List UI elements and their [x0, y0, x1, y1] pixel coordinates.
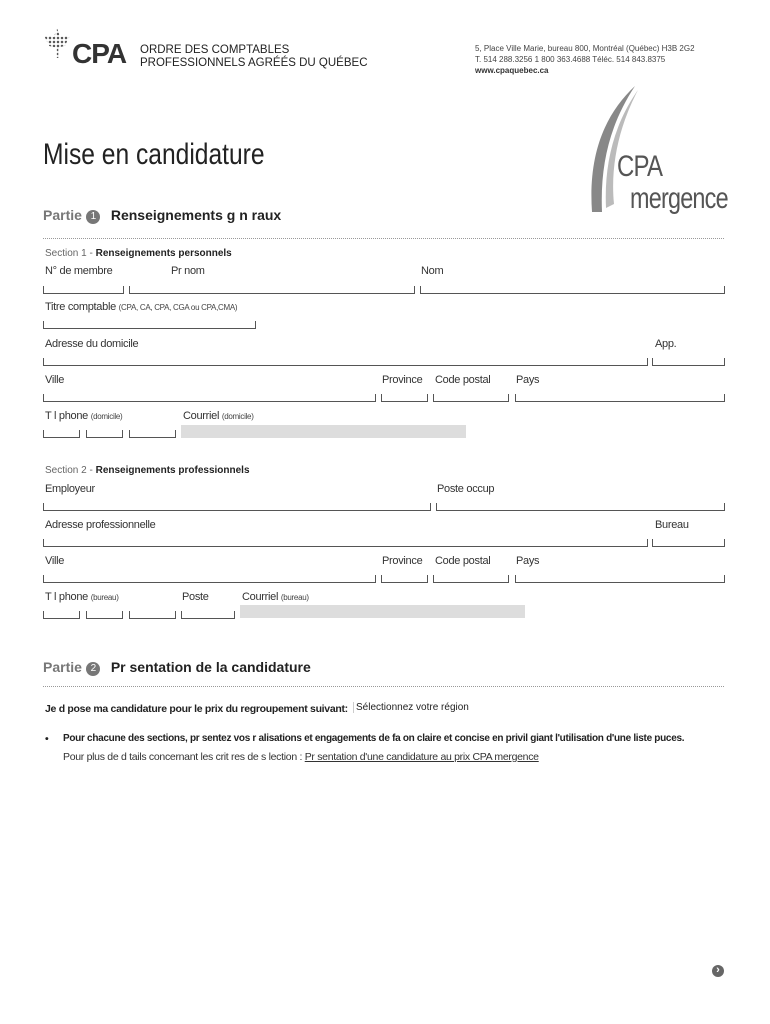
next-page-button[interactable]: [712, 965, 724, 977]
work-phone-area-field[interactable]: [43, 611, 80, 619]
bullet-instruction: Pour chacune des sections, pr sentez vos r alisations et engagements de fa on claire et concise en privil giant l'utilisation d'une liste puces.: [63, 733, 685, 744]
details-text: [63, 751, 539, 763]
city-field[interactable]: [43, 394, 376, 402]
cpa-logo: CPA: [72, 38, 127, 69]
work-address-field[interactable]: [43, 539, 648, 547]
work-province-label: Province: [382, 555, 423, 567]
divider: [43, 238, 724, 239]
home-phone-line-field[interactable]: [129, 430, 176, 438]
region-select[interactable]: Sélectionnez votre région: [353, 702, 469, 713]
province-label: Province: [382, 374, 423, 386]
lastname-label: Nom: [421, 265, 444, 277]
email-text: Courriel: [183, 410, 220, 422]
office-field[interactable]: [652, 539, 725, 547]
bullet-dot: •: [45, 733, 49, 745]
phone-note: (domicile): [90, 412, 123, 421]
home-address-field[interactable]: [43, 358, 648, 366]
section-prefix: Section 2 -: [45, 465, 96, 476]
titre-label: [45, 301, 237, 313]
work-country-field[interactable]: [515, 575, 725, 583]
employer-field[interactable]: [43, 503, 431, 511]
city-label: Ville: [45, 374, 65, 386]
app-field[interactable]: [652, 358, 725, 366]
org-name-1: ORDRE DES COMPTABLES: [140, 44, 290, 56]
email-note: (bureau): [280, 593, 309, 602]
work-phone-label: [45, 591, 119, 603]
work-email-field[interactable]: [240, 605, 525, 618]
details-link[interactable]: Pr sentation d'une candidature au prix CPA mergence: [304, 751, 539, 763]
employer-label: Employeur: [45, 483, 95, 495]
home-phone-label: [45, 410, 122, 422]
firstname-label: Pr nom: [171, 265, 205, 277]
part-title: Renseignements g n raux: [110, 207, 282, 223]
org-address: 5, Place Ville Marie, bureau 800, Montréal (Québec) H3B 2G2: [475, 44, 695, 53]
position-label: Poste occup: [437, 483, 495, 495]
phone-text: T l phone: [45, 410, 88, 422]
org-website: www.cpaquebec.ca: [475, 66, 549, 75]
maple-leaf-icon: [44, 28, 70, 58]
work-city-field[interactable]: [43, 575, 376, 583]
titre-field[interactable]: [43, 321, 256, 329]
email-text: Courriel: [242, 591, 279, 603]
home-email-label: [183, 410, 254, 422]
brand-mergence: mergence: [630, 182, 728, 215]
section-title: Renseignements professionnels: [95, 465, 250, 476]
titre-text: Titre comptable: [45, 301, 116, 313]
work-city-label: Ville: [45, 555, 65, 567]
member-number-field[interactable]: [43, 286, 124, 294]
deposit-label: Je d pose ma candidature pour le prix du regroupement suivant:: [45, 703, 348, 715]
divider: [43, 686, 724, 687]
work-postal-label: Code postal: [435, 555, 491, 567]
country-field[interactable]: [515, 394, 725, 402]
position-field[interactable]: [436, 503, 725, 511]
member-label: N° de membre: [45, 265, 113, 277]
section-title: Renseignements personnels: [95, 248, 232, 259]
work-email-label: [242, 591, 309, 603]
work-phone-line-field[interactable]: [129, 611, 176, 619]
firstname-field[interactable]: [129, 286, 415, 294]
titre-note: (CPA, CA, CPA, CGA ou CPA,CMA): [118, 303, 238, 312]
phone-note: (bureau): [90, 593, 119, 602]
postal-label: Code postal: [435, 374, 491, 386]
section-1-heading: [45, 248, 232, 259]
work-address-label: Adresse professionnelle: [45, 519, 156, 531]
part-number-badge: 2: [86, 662, 100, 676]
section-2-heading: [45, 465, 250, 476]
page-title: Mise en candidature: [43, 138, 265, 171]
work-province-field[interactable]: [381, 575, 428, 583]
org-name-2: PROFESSIONNELS AGRÉÉS DU QUÉBEC: [140, 57, 368, 69]
org-phone: T. 514 288.3256 1 800 363.4688 Téléc. 514 843.8375: [475, 55, 666, 64]
work-postal-field[interactable]: [433, 575, 509, 583]
work-country-label: Pays: [516, 555, 540, 567]
part-title: Pr sentation de la candidature: [110, 659, 311, 675]
lastname-field[interactable]: [420, 286, 725, 294]
app-label: App.: [655, 338, 677, 350]
home-email-field[interactable]: [181, 425, 466, 438]
part-label: Partie: [43, 207, 82, 223]
phone-text: T l phone: [45, 591, 88, 603]
section-prefix: Section 1 -: [45, 248, 96, 259]
work-phone-prefix-field[interactable]: [86, 611, 123, 619]
part-1-heading: [43, 207, 281, 225]
part-label: Partie: [43, 659, 82, 675]
part-2-heading: [43, 659, 311, 677]
country-label: Pays: [516, 374, 540, 386]
details-label: Pour plus de d tails concernant les crit res de s lection :: [63, 751, 305, 763]
home-phone-area-field[interactable]: [43, 430, 80, 438]
postal-field[interactable]: [433, 394, 509, 402]
brand-cpa: CPA: [617, 150, 663, 183]
email-note: (domicile): [221, 412, 254, 421]
home-address-label: Adresse du domicile: [45, 338, 139, 350]
ext-label: Poste: [182, 591, 209, 603]
part-number-badge: 1: [86, 210, 100, 224]
office-label: Bureau: [655, 519, 689, 531]
ext-field[interactable]: [181, 611, 235, 619]
chevron-right-icon: ›: [716, 964, 720, 976]
home-phone-prefix-field[interactable]: [86, 430, 123, 438]
province-field[interactable]: [381, 394, 428, 402]
